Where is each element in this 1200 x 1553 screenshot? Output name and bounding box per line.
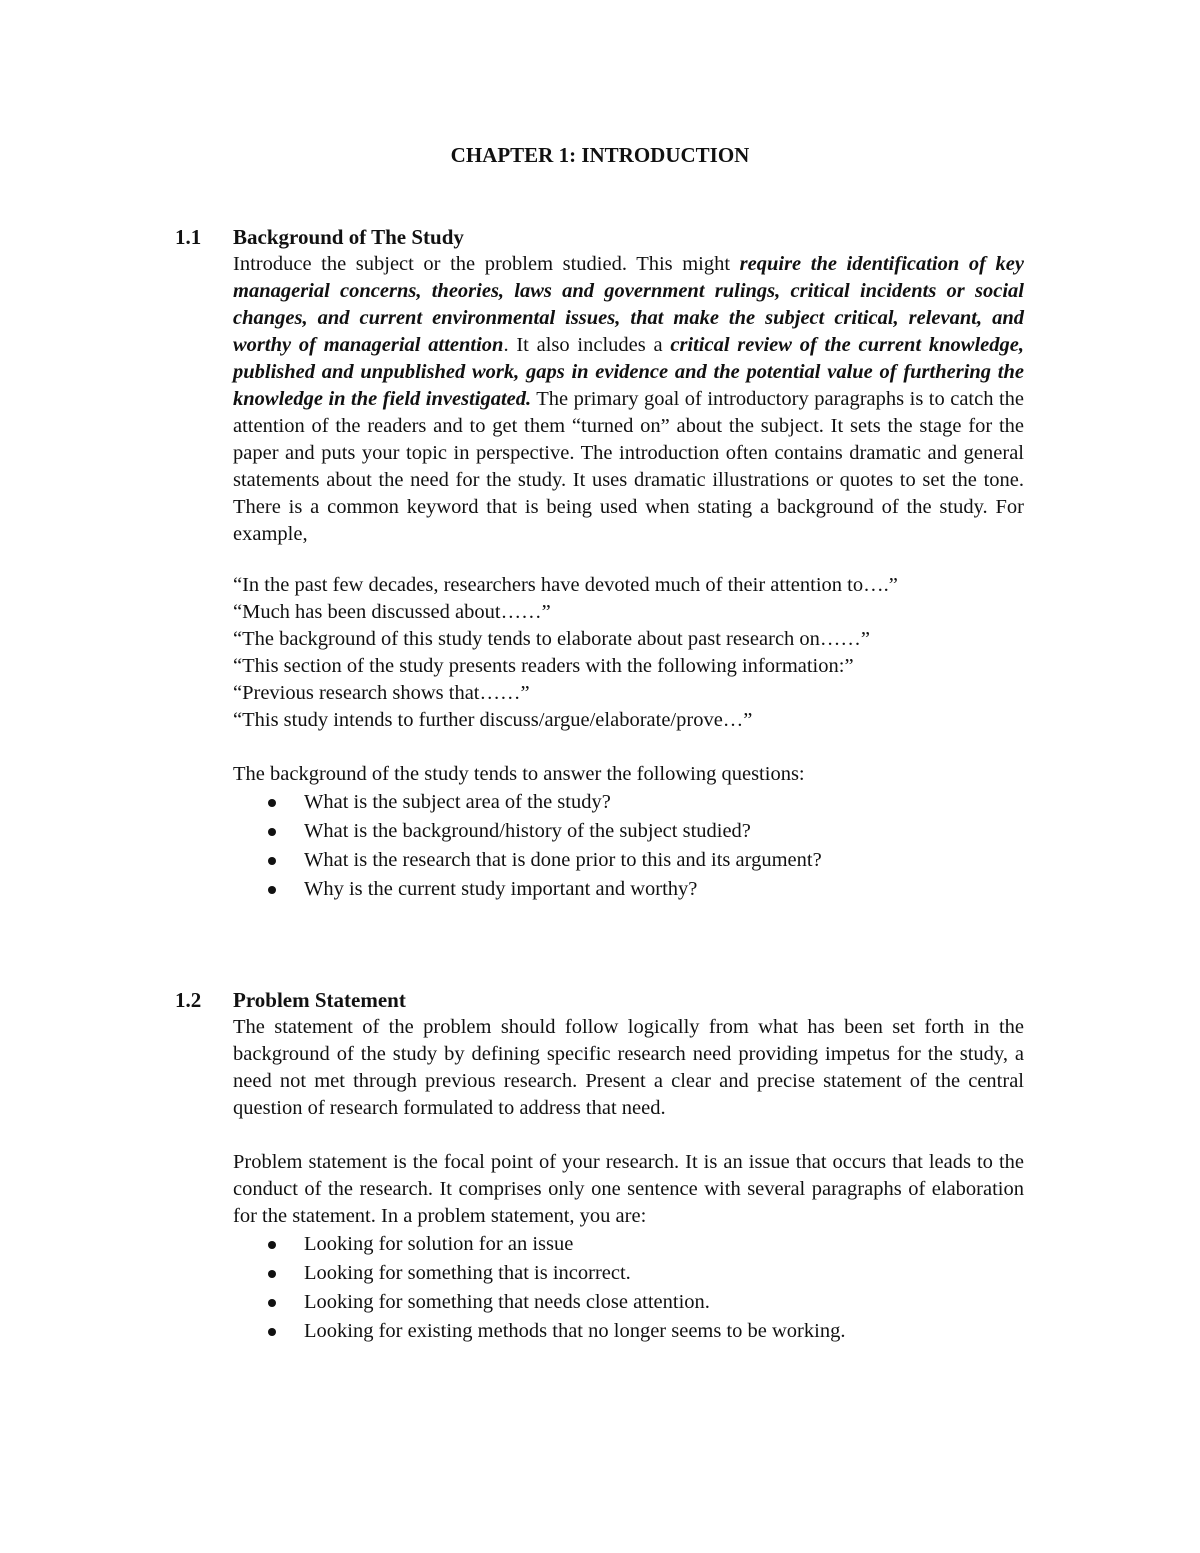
list-item	[266, 1259, 1024, 1288]
quote-line: “This section of the study presents readers with the following information:”	[233, 655, 854, 677]
section-number: 1.1	[175, 225, 202, 249]
text-run-emphasis: require the identification of key managerial concerns, theories, laws and government rulings, critical incidents or social changes, and current environmental issues, that make the subject critical, relevant, and worthy of managerial attention	[233, 253, 1024, 356]
section-problem-statement	[175, 987, 1025, 1346]
list-item-text: What is the research that is done prior to this and its argument?	[304, 849, 822, 871]
bullet-icon	[268, 1241, 276, 1249]
text-run: Introduce the subject or the problem studied. This might	[233, 253, 740, 275]
bullet-icon	[268, 1270, 276, 1278]
section-body	[233, 251, 1024, 904]
questions-intro: The background of the study tends to answer the following questions:	[233, 763, 805, 785]
list-item	[266, 788, 1024, 817]
quote-line: “This study intends to further discuss/argue/elaborate/prove…”	[233, 709, 753, 731]
bullet-icon	[268, 886, 276, 894]
list-item-text: Looking for existing methods that no longer seems to be working.	[304, 1320, 846, 1342]
problem-paragraph-1: The statement of the problem should follow logically from what has been set forth in the background of the study by defining specific research need providing impetus for the study, a need not met through previous research. Present a clear and precise statement of the central question of research formulated to address that need.	[233, 1016, 1024, 1119]
problem-list	[233, 1230, 1024, 1346]
quote-line: “Much has been discussed about……”	[233, 601, 551, 623]
section-heading	[175, 987, 1025, 1014]
bullet-icon	[268, 857, 276, 865]
problem-paragraph-2: Problem statement is the focal point of your research. It is an issue that occurs that leads to the conduct of the research. It comprises only one sentence with several paragraphs of elaboration for the statement. In a problem statement, you are:	[233, 1151, 1024, 1227]
list-item-text: What is the subject area of the study?	[304, 791, 611, 813]
list-item	[266, 1230, 1024, 1259]
bullet-icon	[268, 828, 276, 836]
quote-line: “Previous research shows that……”	[233, 682, 530, 704]
section-heading	[175, 224, 1025, 251]
bullet-icon	[268, 799, 276, 807]
section-number: 1.2	[175, 988, 202, 1012]
list-item-text: What is the background/history of the subject studied?	[304, 820, 751, 842]
quote-line: “The background of this study tends to elaborate about past research on……”	[233, 628, 871, 650]
list-item-text: Looking for something that needs close attention.	[304, 1291, 710, 1313]
list-item	[266, 817, 1024, 846]
section-background	[175, 224, 1025, 904]
quote-line: “In the past few decades, researchers have devoted much of their attention to….”	[233, 574, 898, 596]
section-body	[233, 1014, 1024, 1346]
bullet-icon	[268, 1328, 276, 1336]
list-item	[266, 1288, 1024, 1317]
section-title: Background of The Study	[233, 225, 464, 249]
bullet-icon	[268, 1299, 276, 1307]
text-run: The primary goal of introductory paragraphs is to catch the attention of the readers and to get them “turned on” about the subject. It sets the stage for the paper and puts your topic in perspective. The introduction often contains dramatic and general statements about the need for the study. It uses dramatic illustrations or quotes to set the tone. There is a common keyword that is being used when stating a background of the study. For example,	[233, 388, 1024, 545]
questions-list	[233, 788, 1024, 904]
chapter-title: CHAPTER 1: INTRODUCTION	[450, 143, 750, 167]
list-item	[266, 875, 1024, 904]
list-item-text: Looking for solution for an issue	[304, 1233, 574, 1255]
section-title: Problem Statement	[233, 988, 406, 1012]
example-quotes	[233, 572, 1024, 734]
list-item	[266, 846, 1024, 875]
list-item-text: Looking for something that is incorrect.	[304, 1262, 631, 1284]
text-run: . It also includes a	[503, 334, 671, 356]
list-item	[266, 1317, 1024, 1346]
list-item-text: Why is the current study important and worthy?	[304, 878, 698, 900]
background-paragraph	[233, 251, 1024, 548]
text-run-emphasis: critical review of the current knowledge, published and unpublished work, gaps in evidence and the potential value of furthering the knowledge in the field investigated.	[233, 334, 1025, 410]
